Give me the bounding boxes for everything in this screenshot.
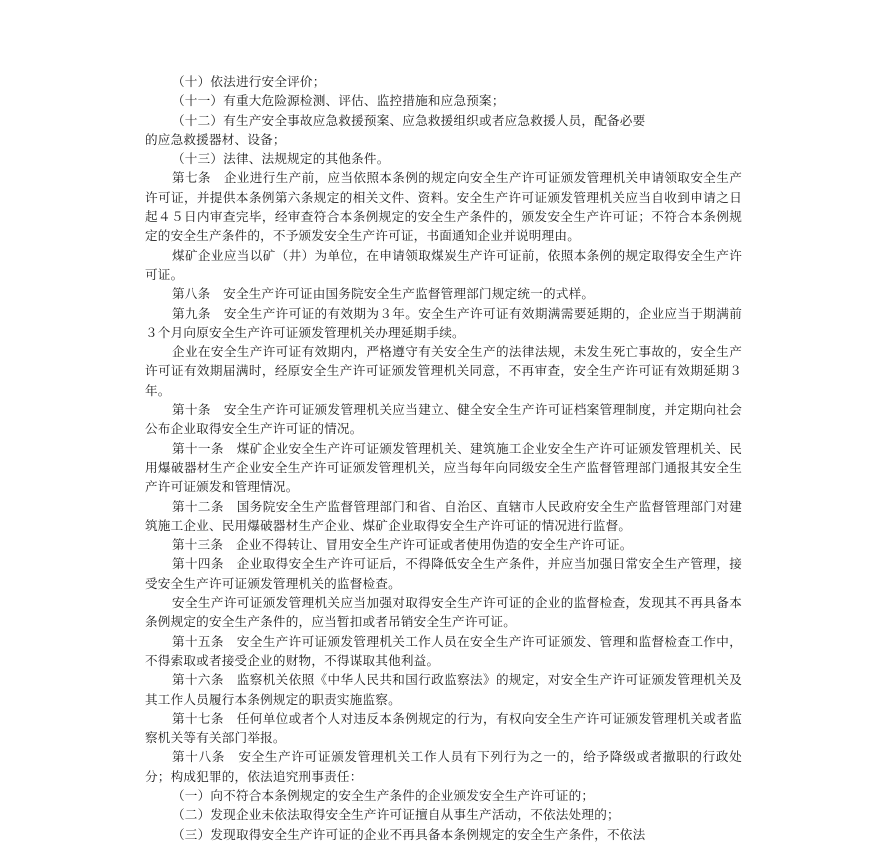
article-11: 第十一条 煤矿企业安全生产许可证颁发管理机关、建筑施工企业安全生产许可证颁发管理机关、民用爆破器材生产企业安全生产许可证颁发管理机关，应当每年向同级安全生产监督管理部门通报其安全生产许可证颁发和管理情况。 — [145, 440, 742, 495]
article-14: 第十四条 企业取得安全生产许可证后，不得降低安全生产条件，并应当加强日常安全生产管理，接受安全生产许可证颁发管理机关的监督检查。 — [145, 556, 742, 591]
article-15: 第十五条 安全生产许可证颁发管理机关工作人员在安全生产许可证颁发、管理和监督检查工作中，不得索取或者接受企业的财物，不得谋取其他利益。 — [145, 633, 742, 668]
paragraph: （十一）有重大危险源检测、评估、监控措施和应急预案； — [172, 93, 505, 109]
paragraph: （十二）有生产安全事故应急救援预案、应急救援组织或者应急救援人员，配备必要 — [172, 112, 646, 128]
article-12: 第十二条 国务院安全生产监督管理部门和省、自治区、直辖市人民政府安全生产监督管理部门对建筑施工企业、民用爆破器材生产企业、煤矿企业取得安全生产许可证的情况进行监督。 — [145, 498, 742, 533]
article-7: 第七条 企业进行生产前，应当依照本条例的规定向安全生产许可证颁发管理机关申请领取安全生产许可证，并提供本条例第六条规定的相关文件、资料。安全生产许可证颁发管理机关应当自收到申请之日起４５日内审查完毕，经审查符合本条例规定的安全生产条件的，颁发安全生产许可证；不符合本条例规定的安全生产条件的，不予颁发安全生产许可证，书面通知企业并说明理由。 — [145, 170, 742, 244]
paragraph: （十三）法律、法规规定的其他条件。 — [172, 151, 390, 167]
paragraph: 的应急救援器材、设备； — [145, 131, 286, 147]
paragraph: 煤矿企业应当以矿（井）为单位，在申请领取煤炭生产许可证前，依照本条例的规定取得安全生产许可证。 — [145, 247, 742, 282]
article-10: 第十条 安全生产许可证颁发管理机关应当建立、健全安全生产许可证档案管理制度，并定期向社会公布企业取得安全生产许可证的情况。 — [145, 402, 742, 437]
paragraph: （十）依法进行安全评价； — [172, 74, 326, 89]
paragraph: （二）发现企业未依法取得安全生产许可证擅自从事生产活动，不依法处理的； — [172, 807, 620, 823]
article-8: 第八条 安全生产许可证由国务院安全生产监督管理部门规定统一的式样。 — [172, 286, 595, 302]
article-16: 第十六条 监察机关依照《中华人民共和国行政监察法》的规定，对安全生产许可证颁发管理机关及其工作人员履行本条例规定的职责实施监察。 — [145, 672, 742, 707]
article-9: 第九条 安全生产许可证的有效期为３年。安全生产许可证有效期满需要延期的，企业应当于期满前３个月向原安全生产许可证颁发管理机关办理延期手续。 — [145, 305, 742, 340]
paragraph: 企业在安全生产许可证有效期内，严格遵守有关安全生产的法律法规，未发生死亡事故的，安全生产许可证有效期届满时，经原安全生产许可证颁发管理机关同意，不再审查，安全生产许可证有效期延期３年。 — [145, 344, 742, 398]
article-13: 第十三条 企业不得转让、冒用安全生产许可证或者使用伪造的安全生产许可证。 — [172, 537, 633, 553]
article-18: 第十八条 安全生产许可证颁发管理机关工作人员有下列行为之一的，给予降级或者撤职的行政处分；构成犯罪的，依法追究刑事责任： — [145, 749, 742, 784]
paragraph: （一）向不符合本条例规定的安全生产条件的企业颁发安全生产许可证的； — [172, 787, 595, 803]
document-page — [145, 72, 742, 844]
article-17: 第十七条 任何单位或者个人对违反本条例规定的行为，有权向安全生产许可证颁发管理机关或者监察机关等有关部门举报。 — [145, 710, 742, 746]
paragraph: 安全生产许可证颁发管理机关应当加强对取得安全生产许可证的企业的监督检查，发现其不再具备本条例规定的安全生产条件的，应当暂扣或者吊销安全生产许可证。 — [145, 595, 742, 630]
paragraph: （三）发现取得安全生产许可证的企业不再具备本条例规定的安全生产条件，不依法 — [172, 826, 646, 842]
